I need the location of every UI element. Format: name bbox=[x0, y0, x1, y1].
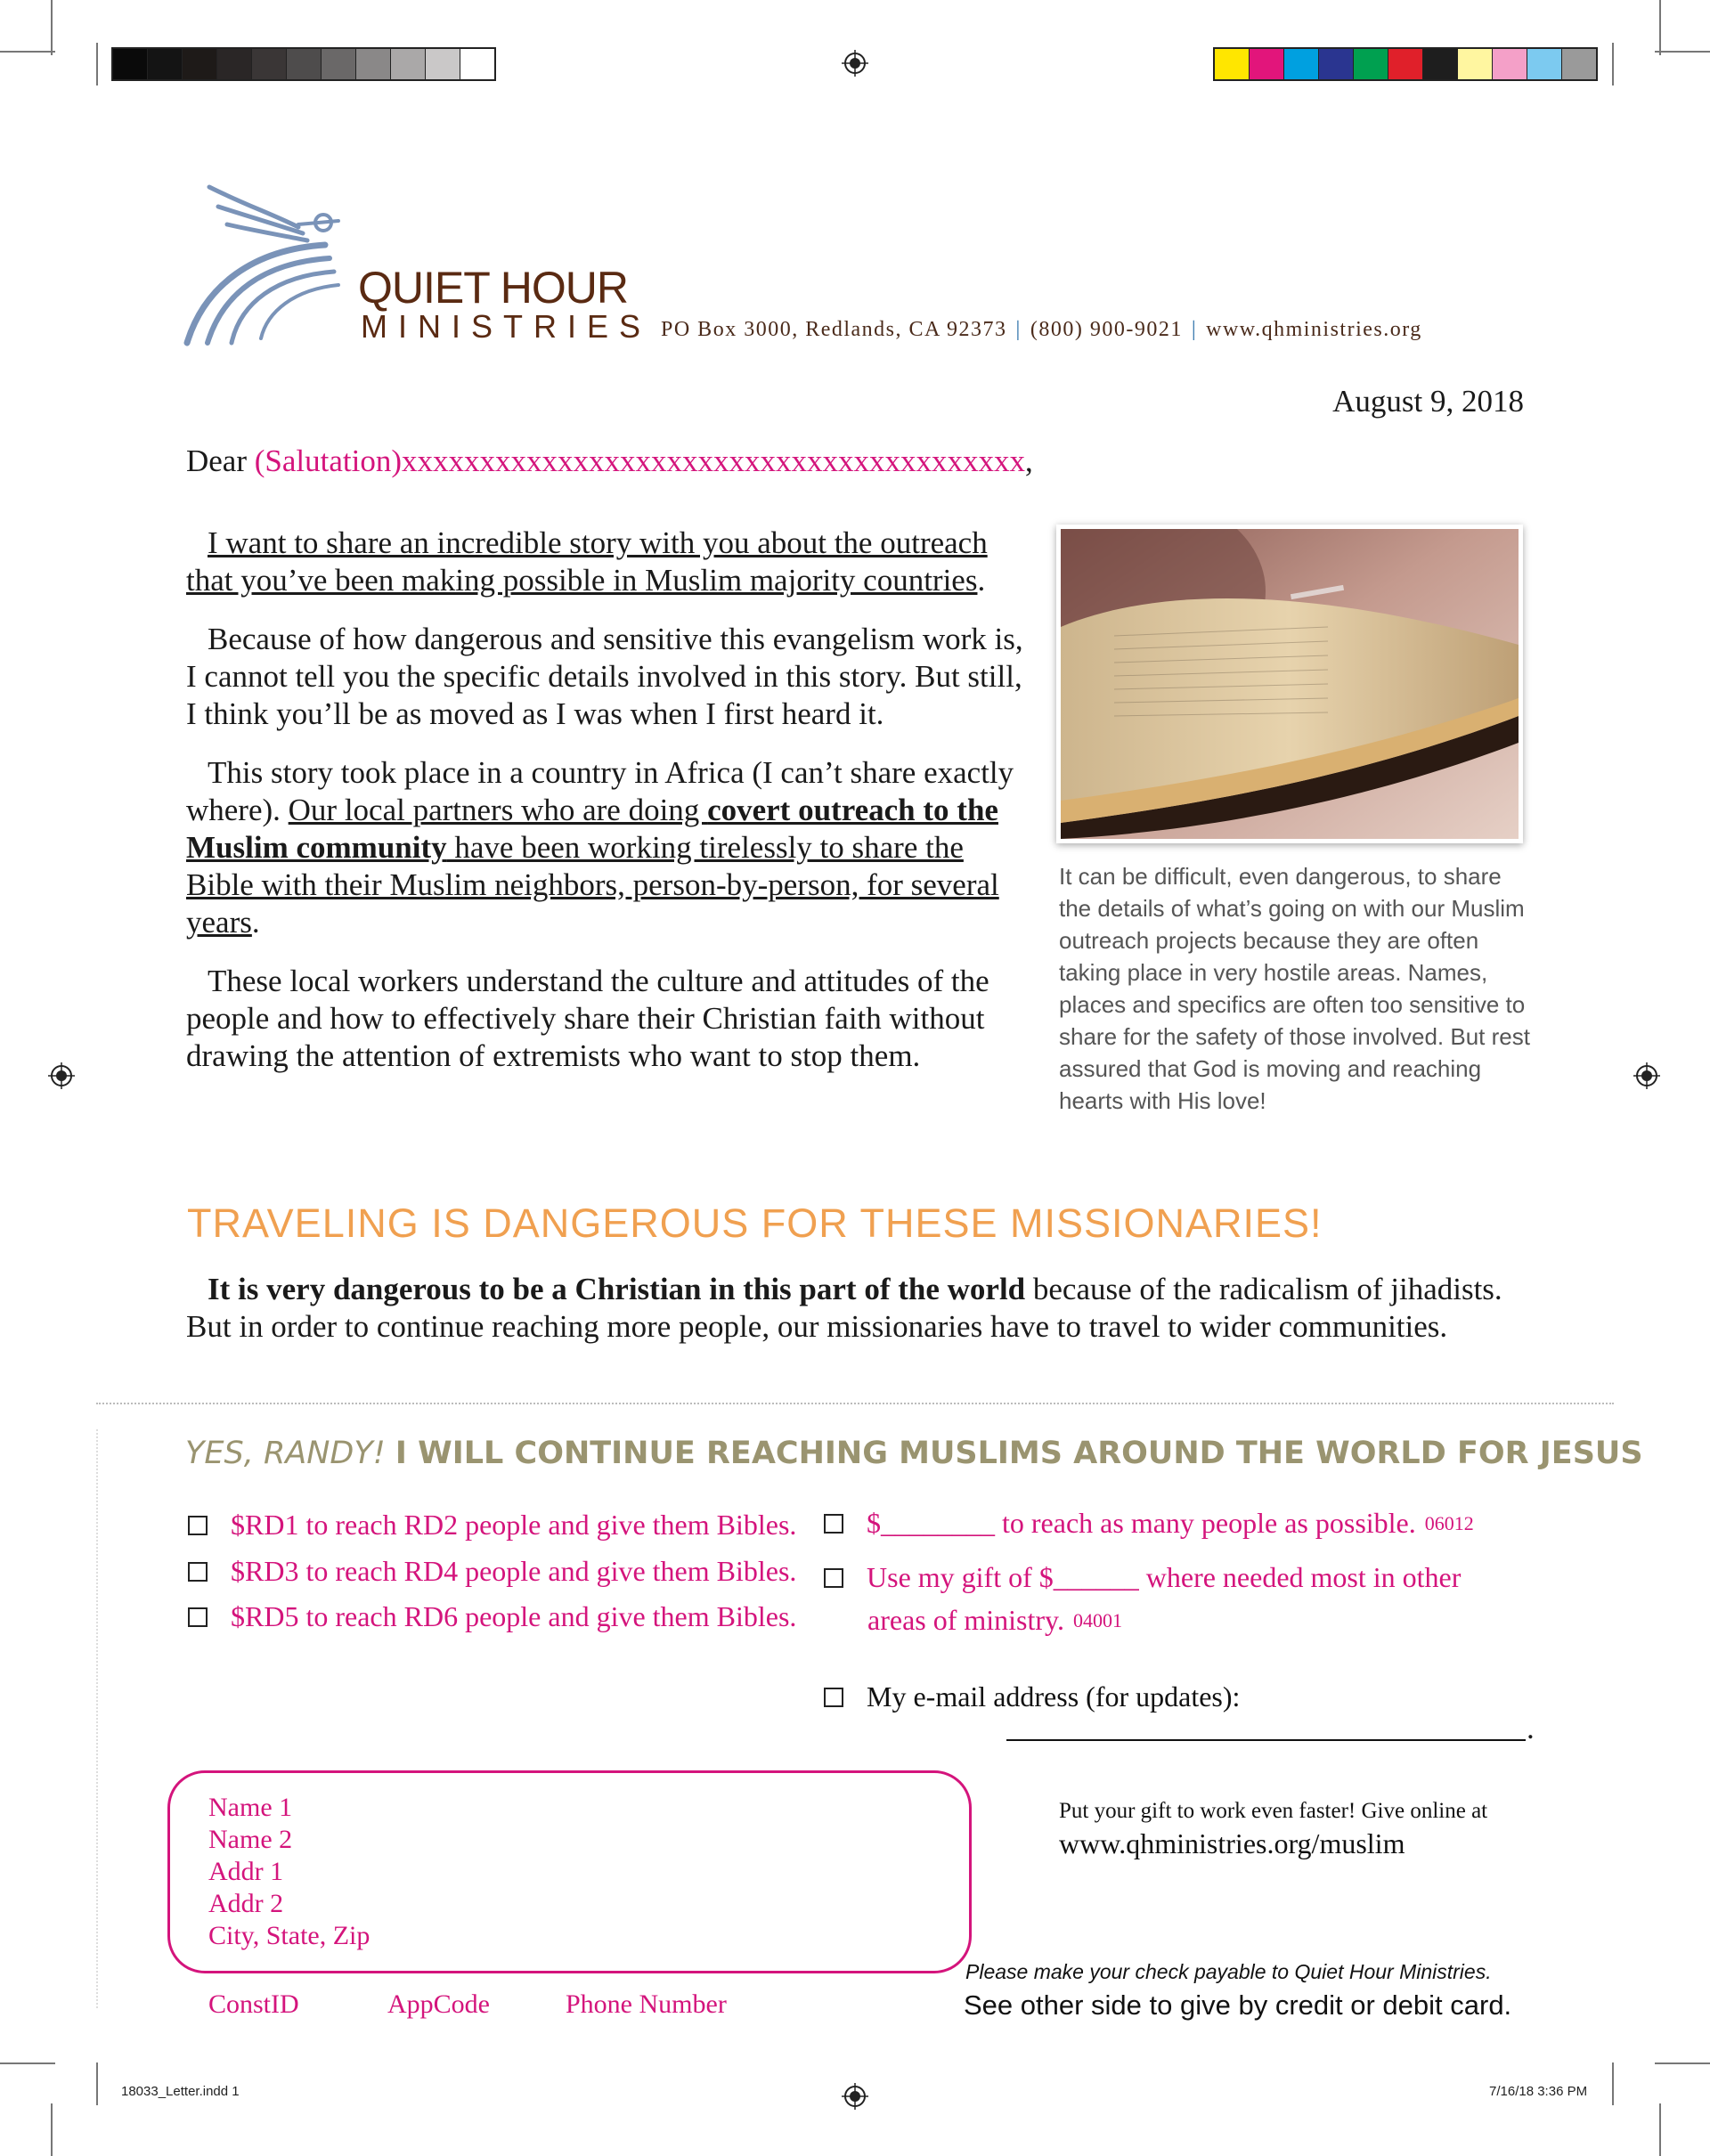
check-payable-note: Please make your check payable to Quiet Hour Ministries. bbox=[965, 1960, 1492, 1983]
salutation bbox=[186, 443, 1033, 480]
color-swatch-8 bbox=[1458, 49, 1493, 79]
paragraph-3-intro: This story took place in a country in Africa (I can’t share exactly where). bbox=[186, 755, 1014, 827]
paragraph-3-bold: covert outreach to the Muslim community bbox=[186, 793, 998, 865]
gift-option-general-label-2: areas of ministry. bbox=[867, 1604, 1064, 1636]
contact-phone: (800) 900-9021 bbox=[1030, 318, 1183, 341]
donor-address-1: Addr 1 bbox=[208, 1857, 284, 1886]
donor-city-state-zip: City, State, Zip bbox=[208, 1921, 370, 1950]
const-id: ConstID bbox=[208, 1989, 299, 2019]
gray-swatch-10 bbox=[426, 49, 460, 79]
open-bible-image bbox=[1061, 529, 1519, 839]
paragraph-3-end: . bbox=[251, 905, 260, 940]
letter-body bbox=[186, 525, 1037, 1096]
gift-option-general[interactable] bbox=[824, 1561, 1461, 1594]
registration-mark-icon bbox=[48, 1062, 75, 1089]
gift-option-3-label: $RD5 to reach RD6 people and give them Bibles. bbox=[231, 1600, 797, 1632]
online-giving-text: Put your gift to work even faster! Give online at bbox=[1059, 1799, 1488, 1823]
other-side-note: See other side to give by credit or debit card. bbox=[964, 1989, 1512, 2021]
paragraph-3-underlined-a: Our local partners who are doing bbox=[288, 793, 708, 827]
gray-swatch-7 bbox=[322, 49, 356, 79]
color-swatch-9 bbox=[1493, 49, 1527, 79]
gray-swatch-8 bbox=[356, 49, 391, 79]
paragraph-3 bbox=[186, 754, 1037, 941]
color-swatch-6 bbox=[1388, 49, 1423, 79]
crop-mark bbox=[1659, 2103, 1661, 2156]
contact-address: PO Box 3000, Redlands, CA 92373 bbox=[661, 318, 1007, 341]
gift-option-1-label: $RD1 to reach RD2 people and give them Bibles. bbox=[231, 1509, 797, 1541]
crop-mark bbox=[0, 2062, 55, 2064]
contact-separator: | bbox=[1015, 318, 1022, 341]
crop-mark bbox=[1659, 0, 1661, 55]
gift-option-custom-checkbox[interactable] bbox=[824, 1514, 843, 1534]
paragraph-3-underlined-b: have been working tirelessly to share the Bible with their Muslim neighbors, person-by-person, for several years bbox=[186, 830, 999, 940]
section-heading: TRAVELING IS DANGEROUS FOR THESE MISSIONARIES! bbox=[187, 1200, 1323, 1246]
gray-swatch-11 bbox=[460, 49, 494, 79]
section-paragraph-text bbox=[186, 1271, 1549, 1346]
reply-heading bbox=[185, 1436, 1643, 1471]
crop-mark bbox=[1612, 2062, 1614, 2105]
photo-caption: It can be difficult, even dangerous, to share the details of what’s going on with our Muslim outreach projects because they are often taking place in very hostile areas. Names, places and specifics are often too sensitive to share for the safety of those involved. But rest assured that God is moving and reaching hearts with His love! bbox=[1059, 863, 1530, 1114]
brand-name-line1: QUIET HOUR bbox=[358, 263, 628, 313]
donor-address bbox=[208, 1792, 370, 1952]
gray-swatch-6 bbox=[287, 49, 322, 79]
gift-option-custom-label: $________ to reach as many people as possible. bbox=[867, 1507, 1416, 1539]
crop-mark bbox=[51, 0, 53, 55]
color-swatch-5 bbox=[1354, 49, 1388, 79]
registration-mark-icon bbox=[1633, 1062, 1660, 1089]
reply-heading-text: I WILL CONTINUE REACHING MUSLIMS AROUND THE WORLD FOR JESUS bbox=[395, 1436, 1643, 1471]
salutation-comma: , bbox=[1025, 443, 1033, 478]
paragraph-1-text: I want to share an incredible story with you about the outreach that you’ve been making possible in Muslim majority countries bbox=[186, 525, 988, 598]
gift-option-3[interactable] bbox=[188, 1600, 796, 1633]
online-giving-url: www.qhministries.org/muslim bbox=[1059, 1827, 1405, 1859]
color-swatch-7 bbox=[1423, 49, 1458, 79]
process-color-bar bbox=[1213, 47, 1598, 81]
reply-divider bbox=[96, 1403, 1614, 1404]
salutation-field: (Salutation)xxxxxxxxxxxxxxxxxxxxxxxxxxxxxxxxxxxxxxxx bbox=[254, 443, 1026, 478]
gift-option-2-checkbox[interactable] bbox=[188, 1562, 208, 1582]
gift-option-3-checkbox[interactable] bbox=[188, 1607, 208, 1627]
color-swatch-11 bbox=[1562, 49, 1596, 79]
angel-trumpet-logo-icon bbox=[183, 178, 361, 347]
color-swatch-2 bbox=[1250, 49, 1284, 79]
donor-name-2: Name 2 bbox=[208, 1825, 293, 1854]
paragraph-2: Because of how dangerous and sensitive this evangelism work is, I cannot tell you the specific details involved in this story. But still, I think you’ll be as moved as I was when I first heard it. bbox=[186, 622, 1023, 731]
salutation-dear: Dear bbox=[186, 443, 248, 478]
contact-website: www.qhministries.org bbox=[1206, 318, 1422, 341]
crop-mark bbox=[0, 51, 55, 53]
gift-option-general-checkbox[interactable] bbox=[824, 1568, 843, 1588]
crop-mark bbox=[1655, 51, 1710, 53]
crop-mark bbox=[1612, 43, 1614, 85]
section-bold-lead: It is very dangerous to be a Christian in this part of the world bbox=[208, 1272, 1026, 1306]
color-swatch-4 bbox=[1319, 49, 1354, 79]
section-paragraph bbox=[186, 1271, 1549, 1346]
gray-swatch-3 bbox=[183, 49, 217, 79]
reply-left-rule bbox=[96, 1429, 98, 2008]
paragraph-1 bbox=[186, 525, 1037, 599]
contact-separator: | bbox=[1191, 318, 1198, 341]
gray-swatch-4 bbox=[217, 49, 252, 79]
slug-datetime: 7/16/18 3:36 PM bbox=[1489, 2084, 1588, 2099]
section-rest: because of the radicalism of jihadists. But in order to continue reaching more people, our missionaries have to travel to wider communities. bbox=[186, 1272, 1502, 1344]
gray-swatch-2 bbox=[148, 49, 183, 79]
app-code: AppCode bbox=[387, 1989, 490, 2019]
crop-mark bbox=[1655, 2062, 1710, 2064]
gift-option-2[interactable] bbox=[188, 1555, 796, 1588]
gift-option-general-code: 04001 bbox=[1072, 1608, 1122, 1631]
gray-swatch-9 bbox=[391, 49, 426, 79]
gift-option-2-label: $RD3 to reach RD4 people and give them Bibles. bbox=[231, 1555, 797, 1587]
gift-option-1[interactable] bbox=[188, 1509, 796, 1542]
color-swatch-1 bbox=[1215, 49, 1250, 79]
online-giving-note bbox=[1059, 1799, 1487, 1860]
slug-filename: 18033_Letter.indd 1 bbox=[121, 2084, 240, 2099]
crop-mark bbox=[51, 2103, 53, 2156]
color-swatch-10 bbox=[1527, 49, 1562, 79]
crop-mark bbox=[96, 43, 98, 85]
email-option-label: My e-mail address (for updates): bbox=[867, 1680, 1241, 1713]
gray-swatch-5 bbox=[252, 49, 287, 79]
reply-heading-yes: YES, RANDY! bbox=[185, 1436, 386, 1471]
gift-option-custom[interactable] bbox=[824, 1507, 1474, 1540]
email-option-checkbox[interactable] bbox=[824, 1688, 843, 1707]
paragraph-4: These local workers understand the culture and attitudes of the people and how to effectively share their Christian faith without drawing the attention of extremists who want to stop them. bbox=[186, 964, 989, 1073]
email-input-line[interactable] bbox=[1006, 1739, 1526, 1741]
crop-mark bbox=[96, 2062, 98, 2105]
gift-option-general-continued bbox=[867, 1604, 1122, 1637]
letter-date: August 9, 2018 bbox=[1332, 384, 1524, 419]
gift-option-custom-code: 06012 bbox=[1424, 1511, 1474, 1534]
paragraph-1-end: . bbox=[977, 563, 986, 598]
gray-swatch-1 bbox=[113, 49, 148, 79]
grayscale-color-bar bbox=[111, 47, 496, 81]
color-swatch-3 bbox=[1284, 49, 1319, 79]
brand-name-line2: MINISTRIES bbox=[361, 308, 652, 345]
phone-number-field: Phone Number bbox=[566, 1989, 727, 2019]
bible-photo bbox=[1056, 525, 1523, 843]
registration-mark-icon bbox=[842, 50, 868, 77]
gift-option-1-checkbox[interactable] bbox=[188, 1516, 208, 1535]
email-line-period: . bbox=[1527, 1711, 1535, 1745]
contact-info bbox=[661, 318, 1422, 342]
registration-mark-icon bbox=[842, 2083, 868, 2110]
donor-address-2: Addr 2 bbox=[208, 1889, 284, 1918]
email-option[interactable] bbox=[824, 1680, 1240, 1713]
gift-option-general-label: Use my gift of $______ where needed most in other bbox=[867, 1561, 1462, 1593]
donor-name-1: Name 1 bbox=[208, 1793, 293, 1822]
